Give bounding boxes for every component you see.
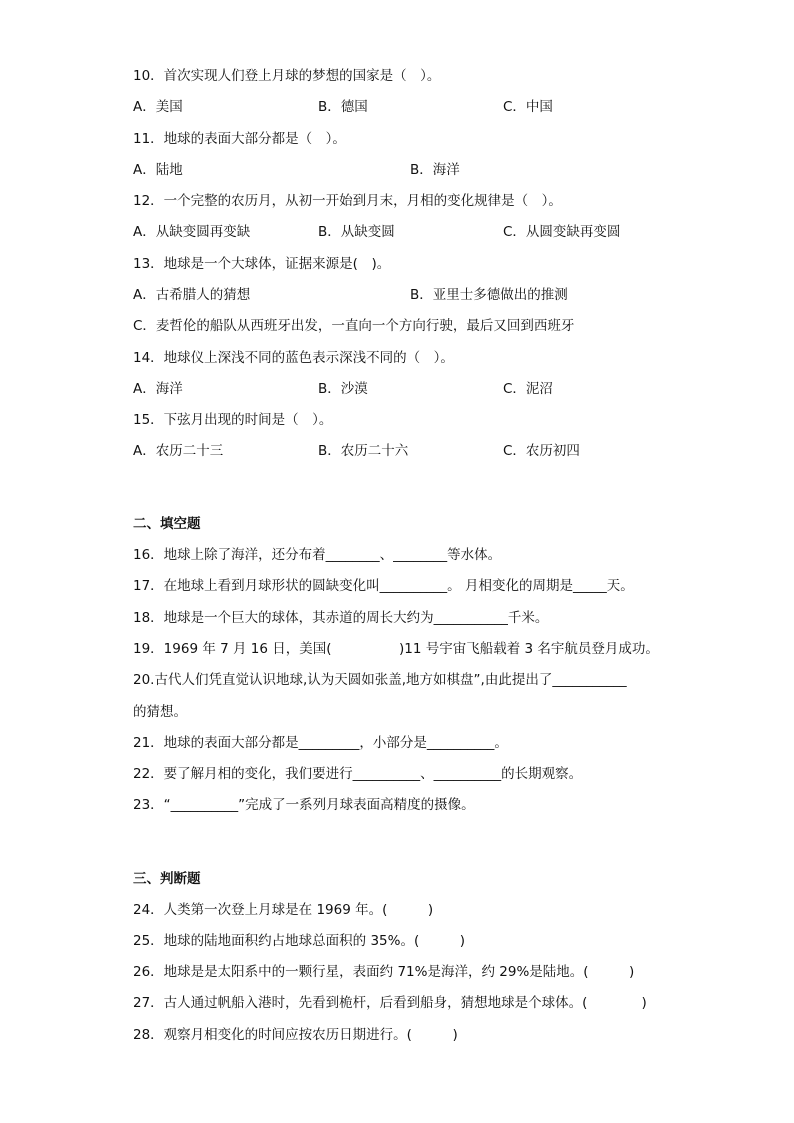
question-27: 27．古人通过帆船入港时，先看到桅杆，后看到船身，猜想地球是个球体。( ): [133, 995, 647, 1011]
question-22: 22．要了解月相的变化，我们要进行__________、__________的长期观察。: [133, 766, 583, 782]
question-25: 25．地球的陆地面积约占地球总面积的 35%。( ): [133, 933, 466, 949]
question-12-option-a: A．从缺变圆再变缺: [133, 224, 251, 240]
section-heading-fill: 二、填空题: [133, 516, 201, 532]
question-20: 20.古代人们凭直觉认识地球,认为天圆如张盖,地方如棋盘”,由此提出了___________: [133, 672, 627, 688]
section-heading-judge: 三、判断题: [133, 871, 201, 887]
question-18: 18．地球是一个巨大的球体，其赤道的周长大约为___________千米。: [133, 610, 549, 626]
question-11-option-b: B．海洋: [410, 162, 460, 178]
question-15-option-c: C．农历初四: [503, 443, 580, 459]
question-14-option-c: C．泥沼: [503, 381, 553, 397]
question-19: 19．1969 年 7 月 16 日，美国( )11 号宇宙飞船载着 3 名宇航员登月成功。: [133, 641, 659, 657]
question-28: 28．观察月相变化的时间应按农历日期进行。( ): [133, 1027, 458, 1043]
question-13-option-c: C．麦哲伦的船队从西班牙出发，一直向一个方向行驶，最后又回到西班牙: [133, 318, 575, 334]
question-20-continued: 的猜想。: [133, 704, 187, 720]
question-13: 13．地球是一个大球体，证据来源是( )。: [133, 256, 391, 272]
question-14: 14．地球仪上深浅不同的蓝色表示深浅不同的（ ）。: [133, 350, 454, 366]
question-16: 16．地球上除了海洋，还分布着________、________等水体。: [133, 547, 502, 563]
question-13-option-a: A．古希腊人的猜想: [133, 287, 251, 303]
question-23: 23．“__________”完成了一系列月球表面高精度的摄像。: [133, 797, 475, 813]
question-15: 15．下弦月出现的时间是（ ）。: [133, 412, 333, 428]
question-12-option-c: C．从圆变缺再变圆: [503, 224, 621, 240]
question-24: 24．人类第一次登上月球是在 1969 年。( ): [133, 902, 434, 918]
question-10-option-c: C．中国: [503, 99, 553, 115]
question-12-option-b: B．从缺变圆: [318, 224, 395, 240]
question-11: 11．地球的表面大部分都是（ ）。: [133, 131, 346, 147]
question-10-option-a: A．美国: [133, 99, 183, 115]
question-12: 12．一个完整的农历月，从初一开始到月末，月相的变化规律是（ ）。: [133, 193, 562, 209]
question-15-option-a: A．农历二十三: [133, 443, 224, 459]
question-14-option-a: A．海洋: [133, 381, 183, 397]
question-15-option-b: B．农历二十六: [318, 443, 409, 459]
question-11-option-a: A．陆地: [133, 162, 183, 178]
question-10: 10．首次实现人们登上月球的梦想的国家是（ ）。: [133, 68, 441, 84]
question-14-option-b: B．沙漠: [318, 381, 368, 397]
question-10-option-b: B．德国: [318, 99, 368, 115]
question-17: 17．在地球上看到月球形状的圆缺变化叫__________。 月相变化的周期是_____天。: [133, 578, 634, 594]
question-13-option-b: B．亚里士多德做出的推测: [410, 287, 568, 303]
question-26: 26．地球是是太阳系中的一颗行星，表面约 71%是海洋，约 29%是陆地。( ): [133, 964, 635, 980]
question-21: 21．地球的表面大部分都是_________，小部分是__________。: [133, 735, 508, 751]
